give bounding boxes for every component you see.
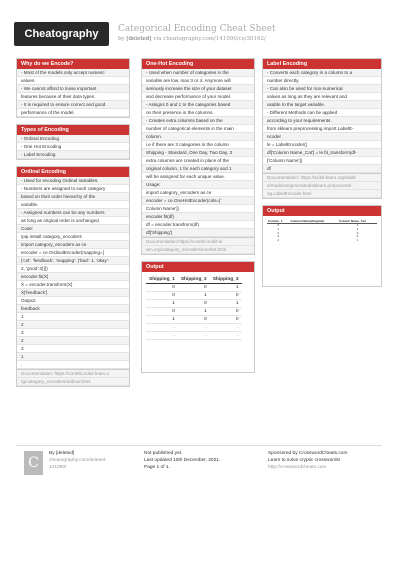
table-cell: 2 (356, 226, 359, 231)
card-line: values. (17, 77, 129, 85)
column-1 (16, 58, 130, 393)
card-line: import category_encoders as ce (17, 241, 129, 249)
card-line: 1 (17, 353, 129, 361)
card-line: 3 (17, 345, 129, 353)
card-line: 1 (17, 313, 129, 321)
card-line: X['feedback'] (17, 289, 129, 297)
card-line: - Different Methods can be applied (263, 109, 381, 117)
table-cell: 2 (356, 234, 359, 239)
table-cell: 1 (210, 284, 242, 292)
table-cell: . (146, 332, 178, 340)
card-line: variable are low, max 3 or 4. Anymore will (142, 77, 254, 85)
card-body (263, 69, 381, 198)
card-line: . (17, 361, 129, 369)
documentation-link[interactable]: ng.LabelEncoder.html (263, 190, 381, 198)
types-card (16, 124, 130, 160)
footer-author-link-2[interactable]: 141090/ (49, 465, 67, 470)
card-line: 3 (17, 329, 129, 337)
card-line: Shipping - Standard, One Day, Two Day, 3 (142, 149, 254, 157)
page-header (0, 0, 400, 52)
table-cell: 3 (356, 230, 359, 235)
card-line: performance of the model. (17, 109, 129, 117)
card-line: - Can also be used for non-numerical (263, 85, 381, 93)
card-line: - It is required to ensure correct and good (17, 101, 129, 109)
table-cell: 0 (178, 316, 210, 324)
label-card (262, 58, 382, 199)
by-prefix: by (118, 36, 125, 42)
card-body (17, 69, 129, 117)
card-line: original column, 1 for each category and 1 (142, 165, 254, 173)
table-row (146, 332, 242, 340)
card-line: df['Column Name_Cat'] = le.fit_transform(df- (263, 149, 381, 157)
page-footer (16, 445, 382, 490)
table-cell: . (313, 241, 315, 246)
output-table (146, 276, 242, 340)
card-body (17, 177, 129, 386)
card-line: Usage: (142, 181, 254, 189)
table-row (146, 284, 242, 292)
table-row (146, 316, 242, 324)
card-line: values as long as they are relevant and (263, 93, 381, 101)
card-line: - Converts each category in a column to a (263, 69, 381, 77)
documentation-link[interactable]: e/modules/generated/sklearn.preprocessi- (263, 182, 381, 190)
table-header-cell: Shipping_1 (146, 276, 178, 284)
card-line: 2 (17, 337, 129, 345)
card-line: - Used when number of categories in the (142, 69, 254, 77)
label-output-card (262, 205, 382, 287)
via-link[interactable]: via cheatography.com/141090/cs/30162/ (153, 36, 266, 42)
card-line: - Assigns 0 and 1 to the categories based (142, 101, 254, 109)
documentation-link[interactable]: Documentation:https://contrib.scikit-le (142, 237, 254, 246)
table-cell: . (178, 324, 210, 332)
table-cell: 1 (146, 316, 178, 324)
card-line: df (263, 165, 381, 173)
table-cell: 0 (146, 308, 178, 316)
page-title: Categorical Encoding Cheat Sheet (118, 24, 276, 34)
documentation-link[interactable]: Documentation: https://contrib.scikit-learn.o (17, 369, 129, 378)
card-line: seriously increase the size of your dataset (142, 85, 254, 93)
card-line: - Most of the models only accept numeric (17, 69, 129, 77)
footer-published: Not published yet. (144, 451, 183, 456)
card-line: 2, 'good':3}}]) (17, 265, 129, 273)
footer-updated: Last updated 10th December, 2021. (144, 458, 221, 463)
label-output-table (267, 219, 377, 247)
output-card (141, 261, 255, 373)
table-cell: 1 (277, 226, 280, 231)
card-line: Output: (17, 297, 129, 305)
table-cell: 1 (356, 223, 359, 227)
card-line: usable to the target variable. (263, 101, 381, 109)
card-line: feedback (17, 305, 129, 313)
card-line: !pip install category_encoders (17, 233, 129, 241)
card-title: Label Encoding (263, 59, 381, 69)
card-line: - Label Encoding (17, 151, 129, 159)
table-cell: 0 (277, 223, 280, 227)
footer-page: Page 1 of 1. (144, 465, 170, 470)
table-cell: 3 (277, 234, 280, 239)
card-line: encoder.fit(X) (17, 273, 129, 281)
card-line: number directly. (263, 77, 381, 85)
card-line: column. (142, 133, 254, 141)
table-cell: 2 (277, 230, 280, 235)
sponsor-tagline: Learn to solve cryptic crosswords! (268, 458, 341, 463)
card-line: - Numbers are assigned to each category (17, 185, 129, 193)
card-line: according to your requirements. (263, 117, 381, 125)
card-line: ['Column Name']) (263, 157, 381, 165)
table-header-cell: Column_1 (267, 219, 290, 224)
table-row (146, 292, 242, 300)
card-line: Code: (17, 225, 129, 233)
author-link[interactable]: [deleted] (126, 36, 152, 42)
footer-author (49, 450, 107, 471)
table-cell: 0 (146, 292, 178, 300)
card-line: on their presence in the columns. (142, 109, 254, 117)
table-cell: 0 (146, 284, 178, 292)
card-line: df['Shipping'] (142, 229, 254, 237)
table-cell: 4 (277, 238, 280, 243)
table-row (146, 308, 242, 316)
card-line: will be assigned for each unique value. (142, 173, 254, 181)
table-cell: . (210, 324, 242, 332)
table-header-cell: Shipping_3 (210, 276, 242, 284)
table-cell: 1 (210, 300, 242, 308)
card-line: i.e if there are 3 categories in the column (142, 141, 254, 149)
table-header-cell: Column Name(Original) (290, 219, 338, 224)
card-title: One-Hot Encoding (142, 59, 254, 69)
card-line: - Used for encoding Ordinal Variables. (17, 177, 129, 185)
table-row (267, 243, 377, 247)
sponsor-text[interactable]: Sponsored by CrosswordCheats.com (268, 451, 348, 456)
card-line: 2 (17, 321, 129, 329)
documentation-link[interactable]: Documentation: https://scikit-learn.org/stabl- (263, 173, 381, 182)
page-byline (118, 36, 266, 42)
card-line: le = LabelEncoder() (263, 141, 381, 149)
table-cell: . (277, 241, 279, 246)
card-line: features because of their data types. (17, 93, 129, 101)
why-encode-card (16, 58, 130, 118)
documentation-link[interactable]: arn.org/category_encoders/onehot.html (142, 246, 254, 254)
card-line: - One Hot Encoding (17, 143, 129, 151)
table-cell: . (210, 332, 242, 340)
column-2 (141, 58, 255, 379)
footer-sponsor (268, 450, 347, 471)
card-line: as long as original order is unchanged. (17, 217, 129, 225)
card-line: - Creates extra columns based on the (142, 117, 254, 125)
card-line: - We cannot afford to loose important (17, 85, 129, 93)
card-line: import category_encoders as ce (142, 189, 254, 197)
table-cell: 0 (210, 316, 242, 324)
table-row (146, 300, 242, 308)
card-line: from sklearn.preprocessing import LabelE- (263, 125, 381, 133)
card-line: extra columns are created in place of the (142, 157, 254, 165)
card-line: X = encoder.transform(X) (17, 281, 129, 289)
table-cell: . (178, 332, 210, 340)
card-line: encoder = ce.OrdinalEncoder(mapping=[ (17, 249, 129, 257)
card-title: Why do we Encode? (17, 59, 129, 69)
card-body (142, 69, 254, 254)
card-title: Output (142, 262, 254, 272)
card-line: encoder.fit(df) (142, 213, 254, 221)
output-table-wrap (142, 276, 254, 372)
card-line: and decrease performance of your model. (142, 93, 254, 101)
table-header-cell: Column Name_Cat (338, 219, 377, 224)
table-row (146, 324, 242, 332)
card-line: Column Name']) (142, 205, 254, 213)
card-line: encoder = ce.OneHotEncoder(cols=[' (142, 197, 254, 205)
table-cell: 0 (178, 300, 210, 308)
table-cell: 0 (210, 292, 242, 300)
card-body (17, 135, 129, 159)
card-title: Ordinal Encoding (17, 167, 129, 177)
ordinal-card (16, 166, 130, 387)
table-cell: . (357, 241, 358, 246)
sponsor-url[interactable]: http://crosswordcheats.com (268, 465, 327, 470)
table-cell: 0 (210, 308, 242, 316)
output-image (263, 216, 381, 286)
card-line: number of categorical elements in the main (142, 125, 254, 133)
table-cell: 0 (178, 284, 210, 292)
table-cell: 1 (178, 308, 210, 316)
table-cell: 1 (178, 292, 210, 300)
card-line: - Assigned numbers can be any numbers (17, 209, 129, 217)
table-cell: 1 (356, 238, 359, 243)
card-line: variable. (17, 201, 129, 209)
card-line: {'col': 'feedback', 'mapping': {'bad': 1, 'okay': (17, 257, 129, 265)
card-title: Types of Encoding (17, 125, 129, 135)
card-title: Output (263, 206, 381, 216)
table-cell: . (146, 324, 178, 332)
column-3 (262, 58, 382, 293)
card-line: ncoder (263, 133, 381, 141)
card-line: - Ordinal Encoding (17, 135, 129, 143)
card-line: df = encoder.transform(df) (142, 221, 254, 229)
table-cell: 1 (146, 300, 178, 308)
cheatography-logo[interactable]: Cheatography (14, 22, 109, 46)
footer-meta (144, 450, 220, 471)
footer-author-name: By [deleted] (49, 451, 75, 456)
footer-author-link[interactable]: cheatography.com/deleted- (49, 458, 107, 463)
card-line: based on their order hierarchy of the (17, 193, 129, 201)
table-header-cell: Shipping_2 (178, 276, 210, 284)
onehot-card (141, 58, 255, 255)
documentation-link[interactable]: rg/category_encoders/ordinal.html (17, 378, 129, 386)
author-avatar[interactable]: C (24, 451, 43, 475)
